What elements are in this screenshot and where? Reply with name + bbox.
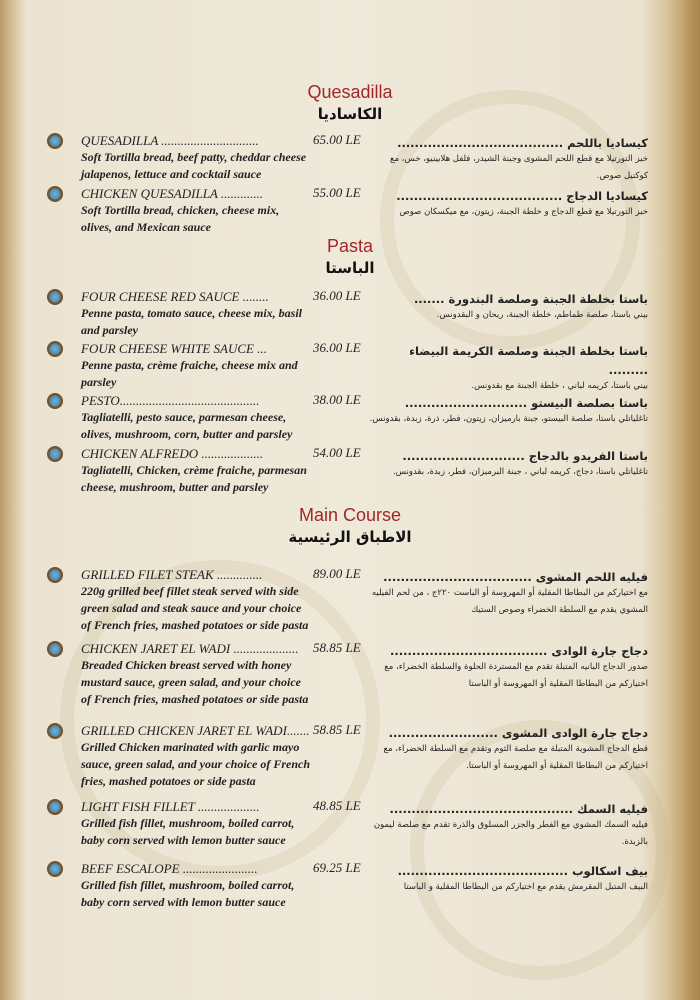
item-name-arabic: كيساديا باللحم ......................................	[397, 136, 648, 150]
item-english	[81, 132, 311, 183]
section-title: Main Course	[298, 505, 402, 525]
item-description: Grilled Chicken marinated with garlic mayo sauce, green salad, and your choice of French fries, mashed potatoes or side pasta	[81, 740, 310, 788]
item-description: Penne pasta, tomato sauce, cheese mix, basil and parsley	[81, 306, 302, 337]
item-description: Grilled fish fillet, mushroom, boiled carrot, baby corn served with lemon butter sauce	[81, 816, 295, 847]
item-description-arabic: فيليه السمك المشوي مع الفطر والجزر المسلوق والذرة تقدم مع صلصة ليمون بالزبدة.	[373, 820, 648, 847]
section-title-arabic: الاطباق الرئيسية	[288, 528, 412, 546]
item-name-arabic: باستا الفريدو بالدجاج ............................	[402, 449, 648, 463]
item-arabic	[368, 860, 648, 896]
item-name-arabic: بيف اسكالوب .......................................	[397, 864, 648, 878]
item-name-arabic: فيليه اللحم المشوى ..................................	[383, 570, 648, 584]
item-english	[81, 185, 311, 236]
bullet-emblem-icon	[47, 341, 63, 357]
item-arabic	[368, 445, 648, 481]
item-description-arabic: مع اختياركم من البطاطا المقلية أو المهروسة أو الباست ٢٢٠ج ، من لحم الفيليه المشوي يقدم مع السلطة الخضراء وصوص الستيك	[371, 588, 648, 615]
item-arabic	[368, 392, 648, 428]
item-description: Soft Tortilla bread, chicken, cheese mix, olives, and Mexican sauce	[81, 203, 280, 234]
item-english	[81, 860, 311, 911]
item-name-arabic: فيليه السمك ..........................................	[389, 802, 648, 816]
item-name: FOUR CHEESE WHITE SAUCE ...	[81, 341, 267, 356]
item-description-arabic: البيف المتبل المقرمش يقدم مع اختياركم من البطاطا المقلية و الباستا	[403, 882, 648, 892]
item-name: BEEF ESCALOPE .......................	[81, 861, 258, 876]
item-name: CHICKEN QUESADILLA .............	[81, 186, 264, 201]
section-title: Quesadilla	[307, 82, 393, 102]
item-english	[81, 798, 311, 849]
bullet-emblem-icon	[47, 567, 63, 583]
item-name: QUESADILLA ..............................	[81, 133, 259, 148]
item-arabic	[368, 640, 648, 693]
item-arabic	[368, 288, 648, 324]
item-name-arabic: كيساديا الدجاج ......................................	[396, 189, 648, 203]
item-price: 69.25 LE	[313, 860, 361, 875]
bullet-emblem-icon	[47, 641, 63, 657]
item-name-arabic: باستا بخلطة الجبنة وصلصة الكريمة البيضاء .........	[409, 344, 648, 377]
item-description-arabic: قطع الدجاج المشوية المتبلة مع صلصة الثوم وتقدم مع السلطة الخضراء، مع اختياركم من البطاطا المقلية أو المهروسة أو الباستا.	[383, 744, 648, 771]
item-english	[81, 640, 311, 708]
item-name: GRILLED FILET STEAK ..............	[81, 567, 263, 582]
bullet-emblem-icon	[47, 133, 63, 149]
item-name-arabic: دجاج جارة الوادى ....................................	[390, 644, 648, 658]
item-name-arabic: باستا بصلصة البيستو ............................	[404, 396, 648, 410]
item-arabic	[368, 185, 648, 221]
item-price: 36.00 LE	[313, 288, 361, 303]
item-arabic	[368, 566, 648, 619]
item-description-arabic: بيني باستا، كريمه لباني ، خلطة الجبنة مع بقدونس.	[471, 381, 648, 391]
bullet-emblem-icon	[47, 186, 63, 202]
section-title-arabic: الكاساديا	[317, 105, 383, 123]
item-description-arabic: صدور الدجاج البانيه المتبلة تقدم مع المستردة الحلوة والسلطة الخضراء، مع اختياركم من البطاطا المقلية أو المهروسة أو الباستا	[384, 662, 648, 689]
item-name: FOUR CHEESE RED SAUCE ........	[81, 289, 269, 304]
item-name: CHICKEN ALFREDO ...................	[81, 446, 264, 461]
item-price: 36.00 LE	[313, 340, 361, 355]
item-description: Breaded Chicken breast served with honey mustard sauce, green salad, and your choice of French fries, mashed potatoes or side pasta	[81, 658, 309, 706]
item-name: PESTO...........................................	[81, 393, 260, 408]
item-price: 89.00 LE	[313, 566, 361, 581]
item-price: 48.85 LE	[313, 798, 361, 813]
item-description-arabic: خبز التورتيلا مع قطع اللحم المشوى وجبنة الشيدر، فلفل هلابينيو، خس، مع كوكتيل صوص.	[389, 154, 648, 181]
section-title-arabic: الباستا	[325, 259, 375, 277]
bullet-emblem-icon	[47, 446, 63, 462]
item-description-arabic: بيني باستا، صلصة طماطم، خلطة الجبنة، ريحان و البقدونس.	[436, 310, 648, 320]
item-name: LIGHT FISH FILLET ...................	[81, 799, 260, 814]
item-description: Grilled fish fillet, mushroom, boiled carrot, baby corn served with lemon butter sauce	[81, 878, 295, 909]
item-arabic	[368, 798, 648, 851]
item-english	[81, 340, 311, 391]
item-english	[81, 722, 311, 790]
item-description: 220g grilled beef fillet steak served with side green salad and steak sauce and your choice of French fries, mashed potatoes or side pasta	[81, 584, 309, 632]
item-arabic	[368, 132, 648, 185]
item-description: Penne pasta, crème fraiche, cheese mix and parsley	[81, 358, 298, 389]
item-arabic	[368, 722, 648, 775]
item-english	[81, 445, 311, 496]
item-description-arabic: خبز التورتيلا مع قطع الدجاج و خلطة الجبنة، زيتون، مع ميكسكان صوص	[399, 207, 648, 217]
item-price: 65.00 LE	[313, 132, 361, 147]
item-description-arabic: تاغلياتلي باستا، دجاج، كريمه لباني ، جبنة البرميزان، فطر، زبدة، بقدونس.	[392, 467, 648, 477]
item-english	[81, 288, 311, 339]
bullet-emblem-icon	[47, 723, 63, 739]
item-price: 38.00 LE	[313, 392, 361, 407]
item-name: GRILLED CHICKEN JARET EL WADI.......	[81, 723, 310, 738]
item-description: Soft Tortilla bread, beef patty, cheddar cheese jalapenos, lettuce and cocktail sauce	[81, 150, 307, 181]
item-price: 55.00 LE	[313, 185, 361, 200]
bullet-emblem-icon	[47, 393, 63, 409]
item-price: 58.85 LE	[313, 722, 361, 737]
item-description-arabic: تاغلياتلي باستا، صلصة البيستو، جبنة بارميزان، زيتون، فطر، ذرة، زبدة، بقدونس.	[369, 414, 648, 424]
bullet-emblem-icon	[47, 799, 63, 815]
item-name: CHICKEN JARET EL WADI ....................	[81, 641, 299, 656]
item-english	[81, 392, 311, 443]
item-price: 58.85 LE	[313, 640, 361, 655]
item-english	[81, 566, 311, 634]
section-title: Pasta	[326, 236, 374, 256]
bullet-emblem-icon	[47, 861, 63, 877]
item-name-arabic: باستا بخلطة الجبنة وصلصة البندورة .......	[413, 292, 648, 306]
item-name-arabic: دجاج جارة الوادى المشوى .........................	[388, 726, 648, 740]
item-price: 54.00 LE	[313, 445, 361, 460]
item-description: Tagliatelli, Chicken, crème fraiche, parmesan cheese, mushroom, butter and parsley	[81, 463, 307, 494]
item-arabic	[368, 340, 648, 395]
item-description: Tagliatelli, pesto sauce, parmesan cheese, olives, mushroom, corn, butter and parsley	[81, 410, 293, 441]
bullet-emblem-icon	[47, 289, 63, 305]
